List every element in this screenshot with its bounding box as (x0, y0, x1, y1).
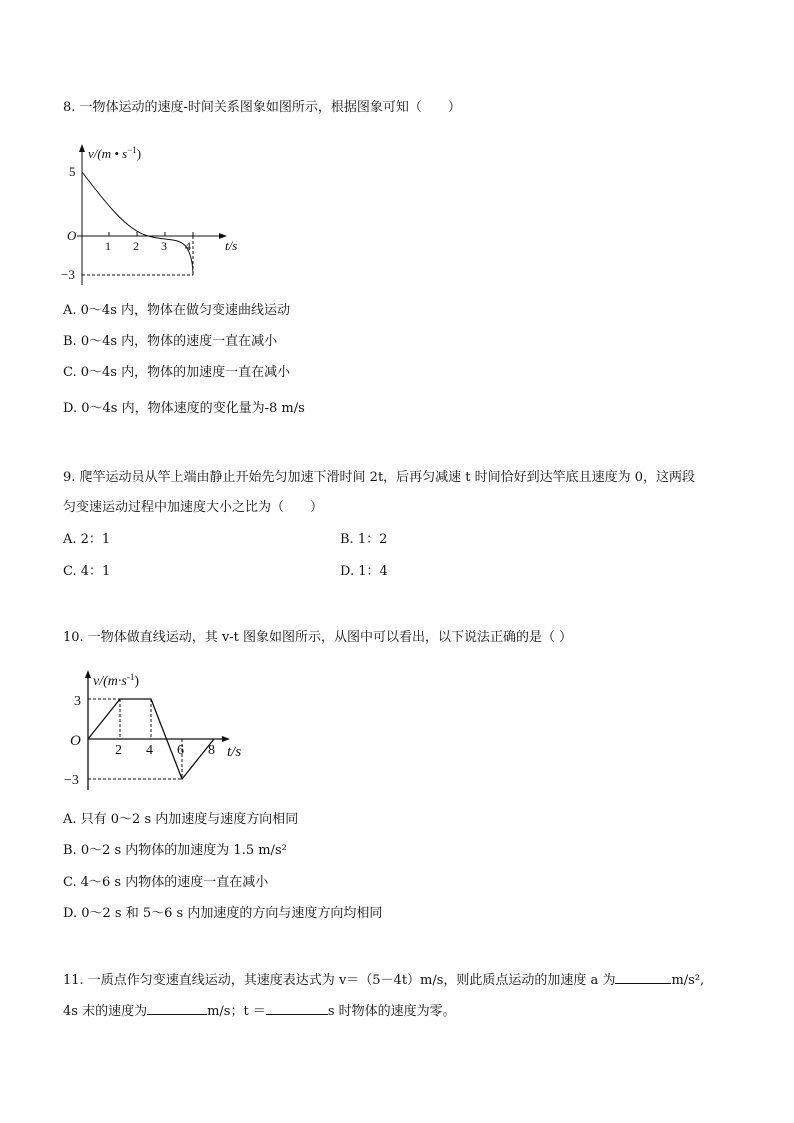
q9-stem-line1: 9. 爬竿运动员从竿上端由静止开始先匀加速下滑时间 2t，后再匀减速 t 时间恰好到达竿底且速度为 0，这两段 (63, 470, 696, 485)
q8-option-d: D. 0～4s 内，物体速度的变化量为-8 m/s (63, 401, 305, 416)
q8-xlabel: t/s (225, 238, 238, 253)
q11-part5: s 时物体的速度为零。 (327, 1004, 456, 1019)
q10-xtick-6: 6 (177, 743, 184, 758)
q8-xtick-1: 1 (105, 239, 111, 253)
q8-xtick-4: 4 (185, 239, 191, 253)
q10-y-bottom-label: −3 (64, 773, 79, 788)
q10-option-a: A. 只有 0～2 s 内加速度与速度方向相同 (63, 812, 299, 827)
q8-velocity-curve (82, 172, 193, 275)
q10-option-c: C. 4～6 s 内物体的速度一直在减小 (63, 875, 269, 890)
q8-option-a: A. 0～4s 内，物体在做匀变速曲线运动 (63, 303, 290, 318)
q11-line2 (63, 1000, 456, 1021)
q11-blank-time[interactable] (266, 1000, 328, 1015)
q11-part3: 4s 末的速度为 (63, 1004, 148, 1019)
q9-option-d: D. 1：4 (340, 564, 388, 579)
q8-stem: 8. 一物体运动的速度-时间关系图象如图所示，根据图象可知（ ） (63, 100, 461, 115)
q8-y-arrow (79, 144, 85, 152)
q8-xtick-3: 3 (161, 239, 167, 253)
q11-part2: m/s², (671, 973, 705, 988)
q8-vt-graph (55, 140, 255, 290)
q8-y-top-label: 5 (69, 164, 76, 179)
q11-blank-velocity[interactable] (147, 1000, 207, 1015)
q9-option-a: A. 2：1 (63, 532, 111, 547)
q11-part4: m/s；t ＝ (207, 1004, 266, 1019)
q10-xlabel: t/s (227, 744, 242, 760)
q10-option-b: B. 0～2 s 内物体的加速度为 1.5 m/s² (63, 843, 287, 858)
q10-y-arrow (85, 670, 91, 678)
q9-option-c: C. 4：1 (63, 564, 111, 579)
q11-blank-acceleration[interactable] (615, 969, 671, 984)
q10-y-top-label: 3 (74, 694, 81, 709)
q8-option-b: B. 0～4s 内，物体的速度一直在减小 (63, 334, 278, 349)
q10-origin-label: O (70, 733, 81, 749)
q8-xtick-2: 2 (133, 239, 139, 253)
q9-stem-line2: 匀变速运动过程中加速度大小之比为（ ） (63, 500, 324, 515)
q10-xtick-8: 8 (208, 743, 215, 758)
q11-part1: 11. 一质点作匀变速直线运动，其速度表达式为 v＝（5－4t）m/s，则此质点运动的加速度 a 为 (63, 973, 616, 988)
q8-y-bottom-label: −3 (61, 267, 75, 282)
q10-option-d: D. 0～2 s 和 5～6 s 内加速度的方向与速度方向均相同 (63, 906, 383, 921)
q10-stem: 10. 一物体做直线运动，其 v-t 图象如图所示，从图中可以看出，以下说法正确的是（ ） (63, 630, 573, 645)
q10-vt-graph (60, 665, 270, 795)
q8-origin-label: O (67, 228, 77, 243)
q8-ylabel: v/(m • $s^{-1}$) (88, 145, 142, 161)
q10-xtick-4: 4 (146, 743, 153, 758)
q10-xtick-2: 2 (115, 743, 122, 758)
q10-x-arrow (222, 736, 230, 742)
q9-option-b: B. 1：2 (340, 532, 388, 547)
q11-line1 (63, 969, 704, 990)
q10-ylabel: $v/(m\cdot s^{-1})$ (93, 672, 139, 689)
q8-option-c: C. 0～4s 内，物体的加速度一直在减小 (63, 365, 291, 380)
